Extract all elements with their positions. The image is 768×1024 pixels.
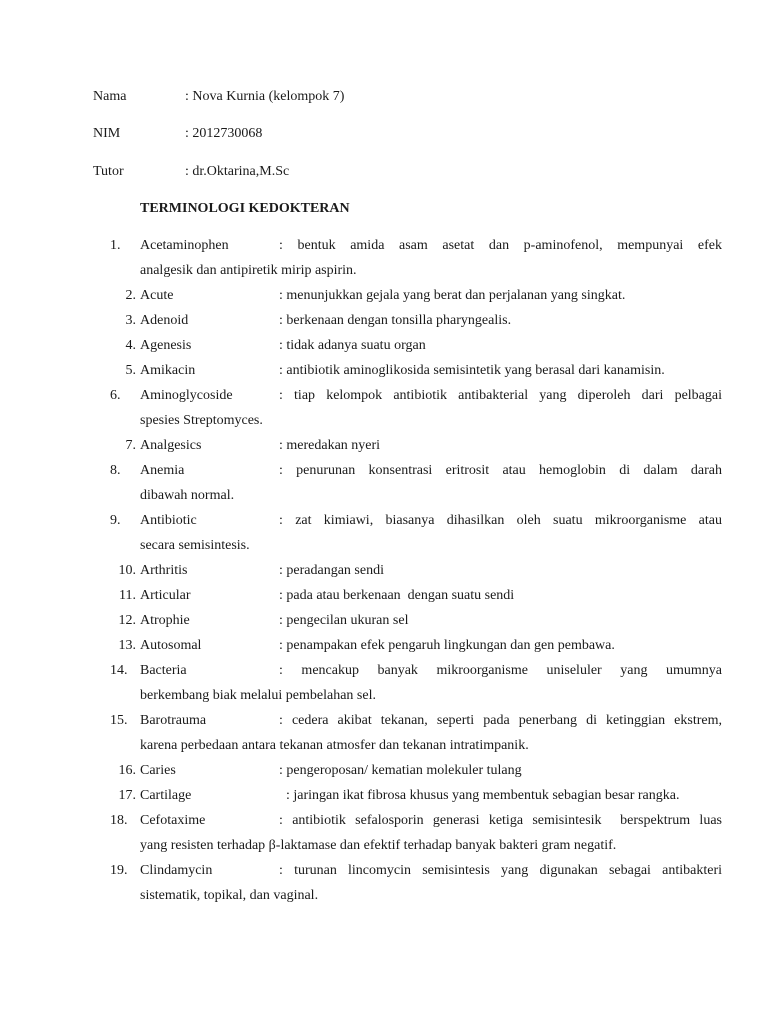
item-term: Cartilage [140, 788, 192, 803]
list-item [125, 333, 722, 358]
item-number: 13. [118, 638, 136, 653]
item-definition: : tidak adanya suatu organ [279, 338, 426, 353]
item-definition: : pengeroposan/ kematian molekuler tulang [279, 763, 522, 778]
item-definition: : menunjukkan gejala yang berat dan perjalanan yang singkat. [279, 288, 626, 303]
item-number: 2. [125, 288, 136, 303]
item-term: Autosomal [140, 638, 202, 653]
item-definition: : peradangan sendi [279, 563, 384, 578]
item-term: Bacteria [140, 663, 187, 678]
item-term: Anemia [140, 463, 185, 478]
list-item [118, 758, 722, 783]
item-definition: : tiap kelompok antibiotik antibakterial yang diperoleh dari pelbagai [279, 388, 722, 403]
item-term: Arthritis [140, 563, 188, 578]
item-line [140, 588, 514, 603]
item-definition: : pada atau berkenaan dengan suatu sendi [279, 588, 515, 603]
terminology-list [0, 233, 768, 908]
item-definition-continued: dibawah normal. [140, 488, 235, 503]
list-item [110, 458, 722, 508]
item-definition-continued: karena perbedaan antara tekanan atmosfer dan tekanan intratimpanik. [140, 738, 529, 753]
item-definition-continued: berkembang biak melalui pembelahan sel. [140, 688, 376, 703]
item-definition: : penampakan efek pengaruh lingkungan dan gen pembawa. [279, 638, 615, 653]
item-definition: : pengecilan ukuran sel [279, 613, 409, 628]
item-term: Agenesis [140, 338, 192, 353]
item-number: 11. [119, 588, 136, 603]
item-term: Adenoid [140, 313, 189, 328]
document-title: TERMINOLOGI KEDOKTERAN [140, 201, 350, 216]
list-item [110, 383, 722, 433]
item-number: 6. [110, 388, 121, 403]
item-number: 3. [125, 313, 136, 328]
list-item [125, 433, 722, 458]
item-definition: : penurunan konsentrasi eritrosit atau hemoglobin di dalam darah [279, 463, 722, 478]
item-number: 17. [118, 788, 136, 803]
item-number: 16. [118, 763, 136, 778]
item-line [140, 763, 522, 778]
item-number: 12. [118, 613, 136, 628]
item-term: Cefotaxime [140, 813, 206, 828]
list-item [110, 708, 722, 758]
item-line [140, 508, 722, 533]
item-definition: : bentuk amida asam asetat dan p-aminofenol, mempunyai efek [279, 238, 722, 253]
info-label: NIM [93, 126, 121, 141]
info-value: : 2012730068 [185, 126, 263, 141]
item-line [140, 638, 615, 653]
item-line [140, 338, 426, 353]
item-definition-continued: spesies Streptomyces. [140, 413, 263, 428]
item-line [140, 788, 679, 803]
list-item [118, 783, 722, 808]
list-item [125, 308, 722, 333]
item-number: 15. [110, 713, 128, 728]
item-term: Aminoglycoside [140, 388, 233, 403]
list-item [110, 858, 722, 908]
item-definition: : berkenaan dengan tonsilla pharyngealis. [279, 313, 512, 328]
list-item [118, 558, 722, 583]
item-term: Articular [140, 588, 191, 603]
item-definition-continued: yang resisten terhadap β-laktamase dan efektif terhadap banyak bakteri gram negatif. [140, 838, 617, 853]
item-term: Caries [140, 763, 176, 778]
item-term: Acetaminophen [140, 238, 229, 253]
item-definition-continued: analgesik dan antipiretik mirip aspirin. [140, 263, 357, 278]
item-term: Acute [140, 288, 174, 303]
list-item [118, 633, 722, 658]
list-item [110, 233, 722, 283]
item-line [140, 858, 722, 883]
item-line [140, 458, 722, 483]
item-line [140, 288, 625, 303]
item-term: Antibiotic [140, 513, 197, 528]
item-definition-continued: sistematik, topikal, dan vaginal. [140, 888, 319, 903]
item-line [140, 383, 722, 408]
info-value: : dr.Oktarina,M.Sc [185, 164, 290, 179]
list-item [125, 283, 722, 308]
item-line [140, 313, 511, 328]
item-definition: : antibiotik aminoglikosida semisintetik yang berasal dari kanamisin. [279, 363, 665, 378]
item-number: 8. [110, 463, 121, 478]
info-value: : Nova Kurnia (kelompok 7) [185, 89, 345, 104]
item-line [140, 438, 380, 453]
list-item [125, 358, 722, 383]
item-number: 5. [125, 363, 136, 378]
item-line [140, 233, 722, 258]
item-line [140, 658, 722, 683]
item-number: 18. [110, 813, 128, 828]
info-label: Tutor [93, 164, 124, 179]
info-label: Nama [93, 89, 127, 104]
list-item [110, 508, 722, 558]
item-line [140, 563, 384, 578]
item-line [140, 708, 722, 733]
item-definition: : antibiotik sefalosporin generasi ketiga semisintesik berspektrum luas [279, 813, 722, 828]
item-definition: : jaringan ikat fibrosa khusus yang membentuk sebagian besar rangka. [279, 788, 680, 803]
item-definition: : mencakup banyak mikroorganisme uniseluler yang umumnya [279, 663, 722, 678]
item-term: Analgesics [140, 438, 202, 453]
item-line [140, 363, 665, 378]
list-item [110, 658, 722, 708]
item-definition-continued: secara semisintesis. [140, 538, 250, 553]
item-definition: : cedera akibat tekanan, seperti pada penerbang di ketinggian ekstrem, [279, 713, 722, 728]
item-term: Clindamycin [140, 863, 213, 878]
item-term: Amikacin [140, 363, 196, 378]
item-line [140, 808, 722, 833]
item-term: Barotrauma [140, 713, 207, 728]
item-number: 10. [118, 563, 136, 578]
list-item [119, 583, 722, 608]
list-item [118, 608, 722, 633]
item-term: Atrophie [140, 613, 190, 628]
item-number: 14. [110, 663, 128, 678]
item-number: 19. [110, 863, 128, 878]
item-line [140, 613, 408, 628]
item-definition: : meredakan nyeri [279, 438, 381, 453]
item-number: 1. [110, 238, 121, 253]
item-definition: : zat kimiawi, biasanya dihasilkan oleh suatu mikroorganisme atau [279, 513, 722, 528]
item-number: 9. [110, 513, 121, 528]
item-number: 7. [125, 438, 136, 453]
item-number: 4. [125, 338, 136, 353]
item-definition: : turunan lincomycin semisintesis yang digunakan sebagai antibakteri [279, 863, 722, 878]
list-item [110, 808, 722, 858]
